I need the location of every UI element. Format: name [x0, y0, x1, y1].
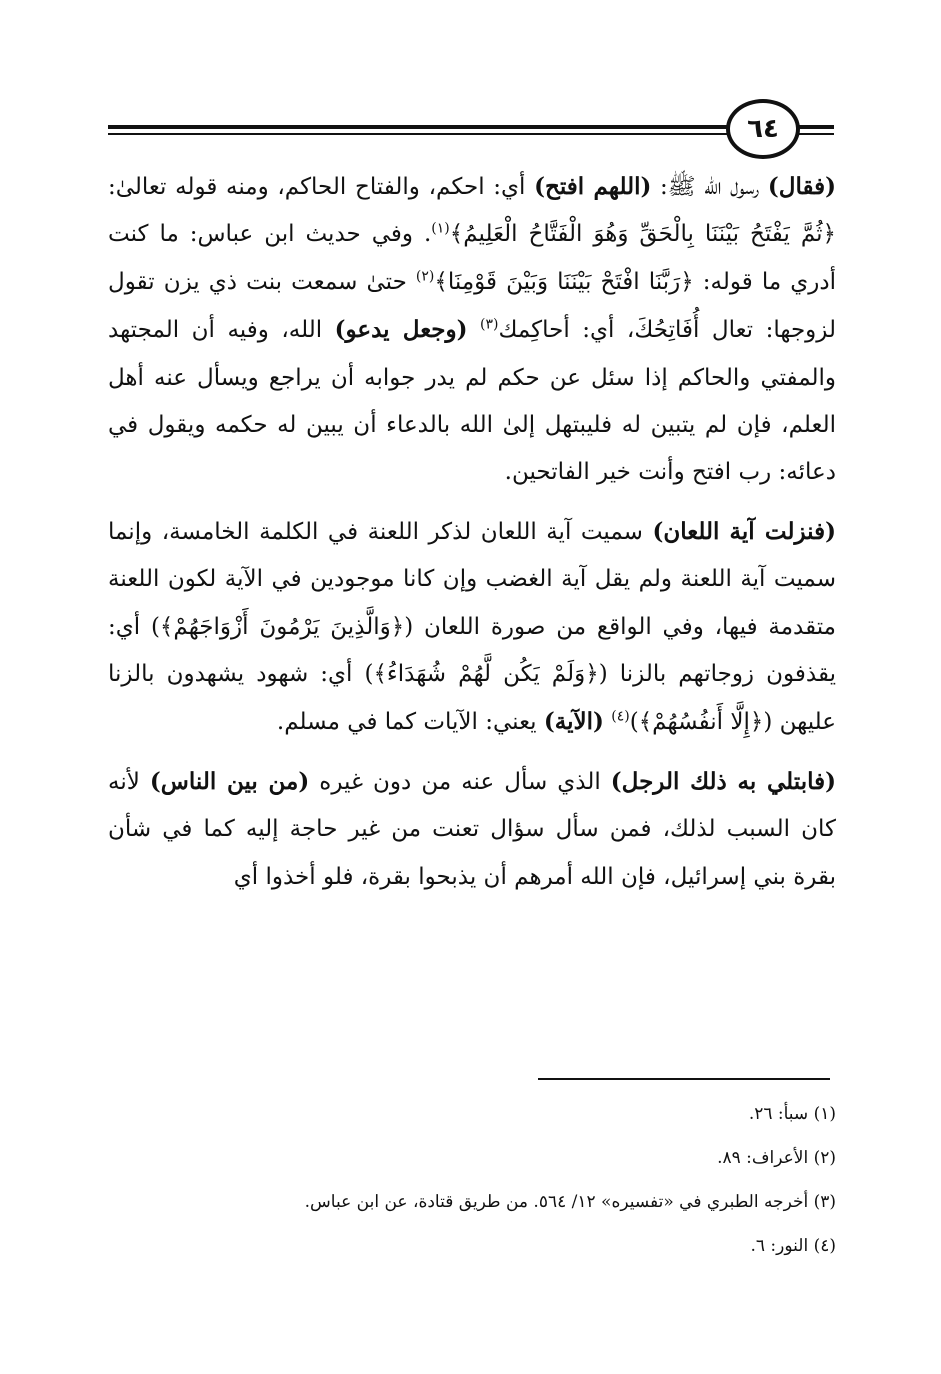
header-rule-thin [108, 133, 730, 135]
footnote-marker: (١) [431, 220, 450, 237]
paragraph-2 [108, 508, 836, 747]
text-run: رسول الله ﷺ: [651, 174, 768, 200]
page-number-badge [726, 99, 800, 159]
header-rule-right-thin [798, 133, 834, 135]
bold-phrase: (فنزلت آية اللعان) [652, 517, 836, 545]
quran-quote: ﴿ثُمَّ يَفْتَحُ بَيْنَنَا بِالْحَقِّ وَهُوَ الْفَتَّاحُ الْعَلِيمُ﴾ [449, 221, 836, 248]
quran-quote: ﴿إِلَّا أَنفُسُهُمْ﴾ [638, 709, 764, 736]
text-run: يعني: الآيات كما في مسلم. [276, 709, 544, 736]
paragraph-3 [108, 758, 836, 901]
text-run: ) أي: يقذفون زوجاتهم بالزنا ( [108, 613, 836, 688]
text-run: ) [629, 709, 639, 736]
text-run [468, 317, 481, 343]
footnote-marker: (٣) [480, 316, 499, 333]
quran-quote: ﴿وَالَّذِينَ يَرْمُونَ أَزْوَاجَهُمْ﴾ [159, 613, 405, 640]
header-rule-thick [108, 125, 730, 129]
text-run: حتىٰ سمعت بنت ذي يزن تقول لزوجها: تعال أُفَاتِحُكَ، أي: أحاكِمك [108, 268, 836, 344]
header-rule-right [798, 125, 834, 129]
footnote-1: (١) سبأ: ٢٦. [748, 1104, 836, 1124]
footnote-2: (٢) الأعراف: ٨٩. [717, 1148, 836, 1168]
main-text [108, 163, 836, 901]
footnote-4: (٤) النور: ٦. [750, 1236, 836, 1256]
paragraph-1 [108, 163, 836, 497]
footnote-marker: (٤) [611, 708, 630, 725]
bold-phrase: (الآية) [543, 708, 604, 736]
quran-quote: ﴿وَلَمْ يَكُن لَّهُمْ شُهَدَاءُ﴾ [373, 661, 599, 688]
bold-phrase: (وجعل يدعو) [334, 316, 468, 344]
page-number: ٦٤ [747, 114, 779, 144]
page-header [108, 95, 834, 165]
text-run: . وفي حديث ابن عباس: ما كنت أدري ما قوله: [108, 221, 836, 295]
footnote-3: (٣) أخرجه الطبري في «تفسيره» ١٢/ ٥٦٤. من طريق قتادة، عن ابن عباس. [304, 1192, 836, 1212]
text-run: الذي سأل عنه من دون غيره [309, 768, 611, 795]
bold-phrase: (اللهم افتح) [534, 173, 652, 200]
text-run: ) أي: شهود يشهدون بالزنا عليهن ( [108, 661, 836, 736]
bold-phrase: (فقال) [767, 173, 836, 200]
footnotes [108, 1092, 836, 1268]
quran-quote: ﴿رَبَّنَا افْتَحْ بَيْنَنَا وَبَيْنَ قَوْمِنَا﴾ [434, 268, 694, 295]
text-run: سميت آية اللعان لذكر اللعنة في الكلمة الخامسة، وإنما سميت آية اللعنة ولم يقل آية الغضب وإن كانا موجودين في الآية لكون اللعنة متقدمة فيها، وفي الواقع من صورة اللعان ( [108, 518, 836, 640]
bold-phrase: (من بين الناس) [149, 767, 310, 795]
text-run: الله، وفيه أن المجتهد والمفتي والحاكم إذا سئل عن حكم لم يدر جوابه أن يراجع ويسأل عنه أهل العلم، فإن لم يتبين له فليبتهل إلىٰ الله بالدعاء أن يبين له حكمه ويقول في دعائه: رب افتح وأنت خير الفاتحين. [108, 317, 836, 486]
footnote-marker: (٢) [415, 268, 435, 285]
bold-phrase: (فابتلي به ذلك الرجل) [610, 767, 836, 795]
text-run: أي: احكم، والفتاح الحاكم، ومنه قوله تعالىٰ: [108, 174, 535, 200]
text-run: لأنه كان السبب لذلك، فمن سأل سؤال تعنت من غير حاجة إليه كما في شأن بقرة بني إسرائيل، فإن الله أمرهم أن يذبحوا بقرة، فلو أخذوا أي [108, 768, 836, 890]
footnote-divider [538, 1078, 830, 1080]
